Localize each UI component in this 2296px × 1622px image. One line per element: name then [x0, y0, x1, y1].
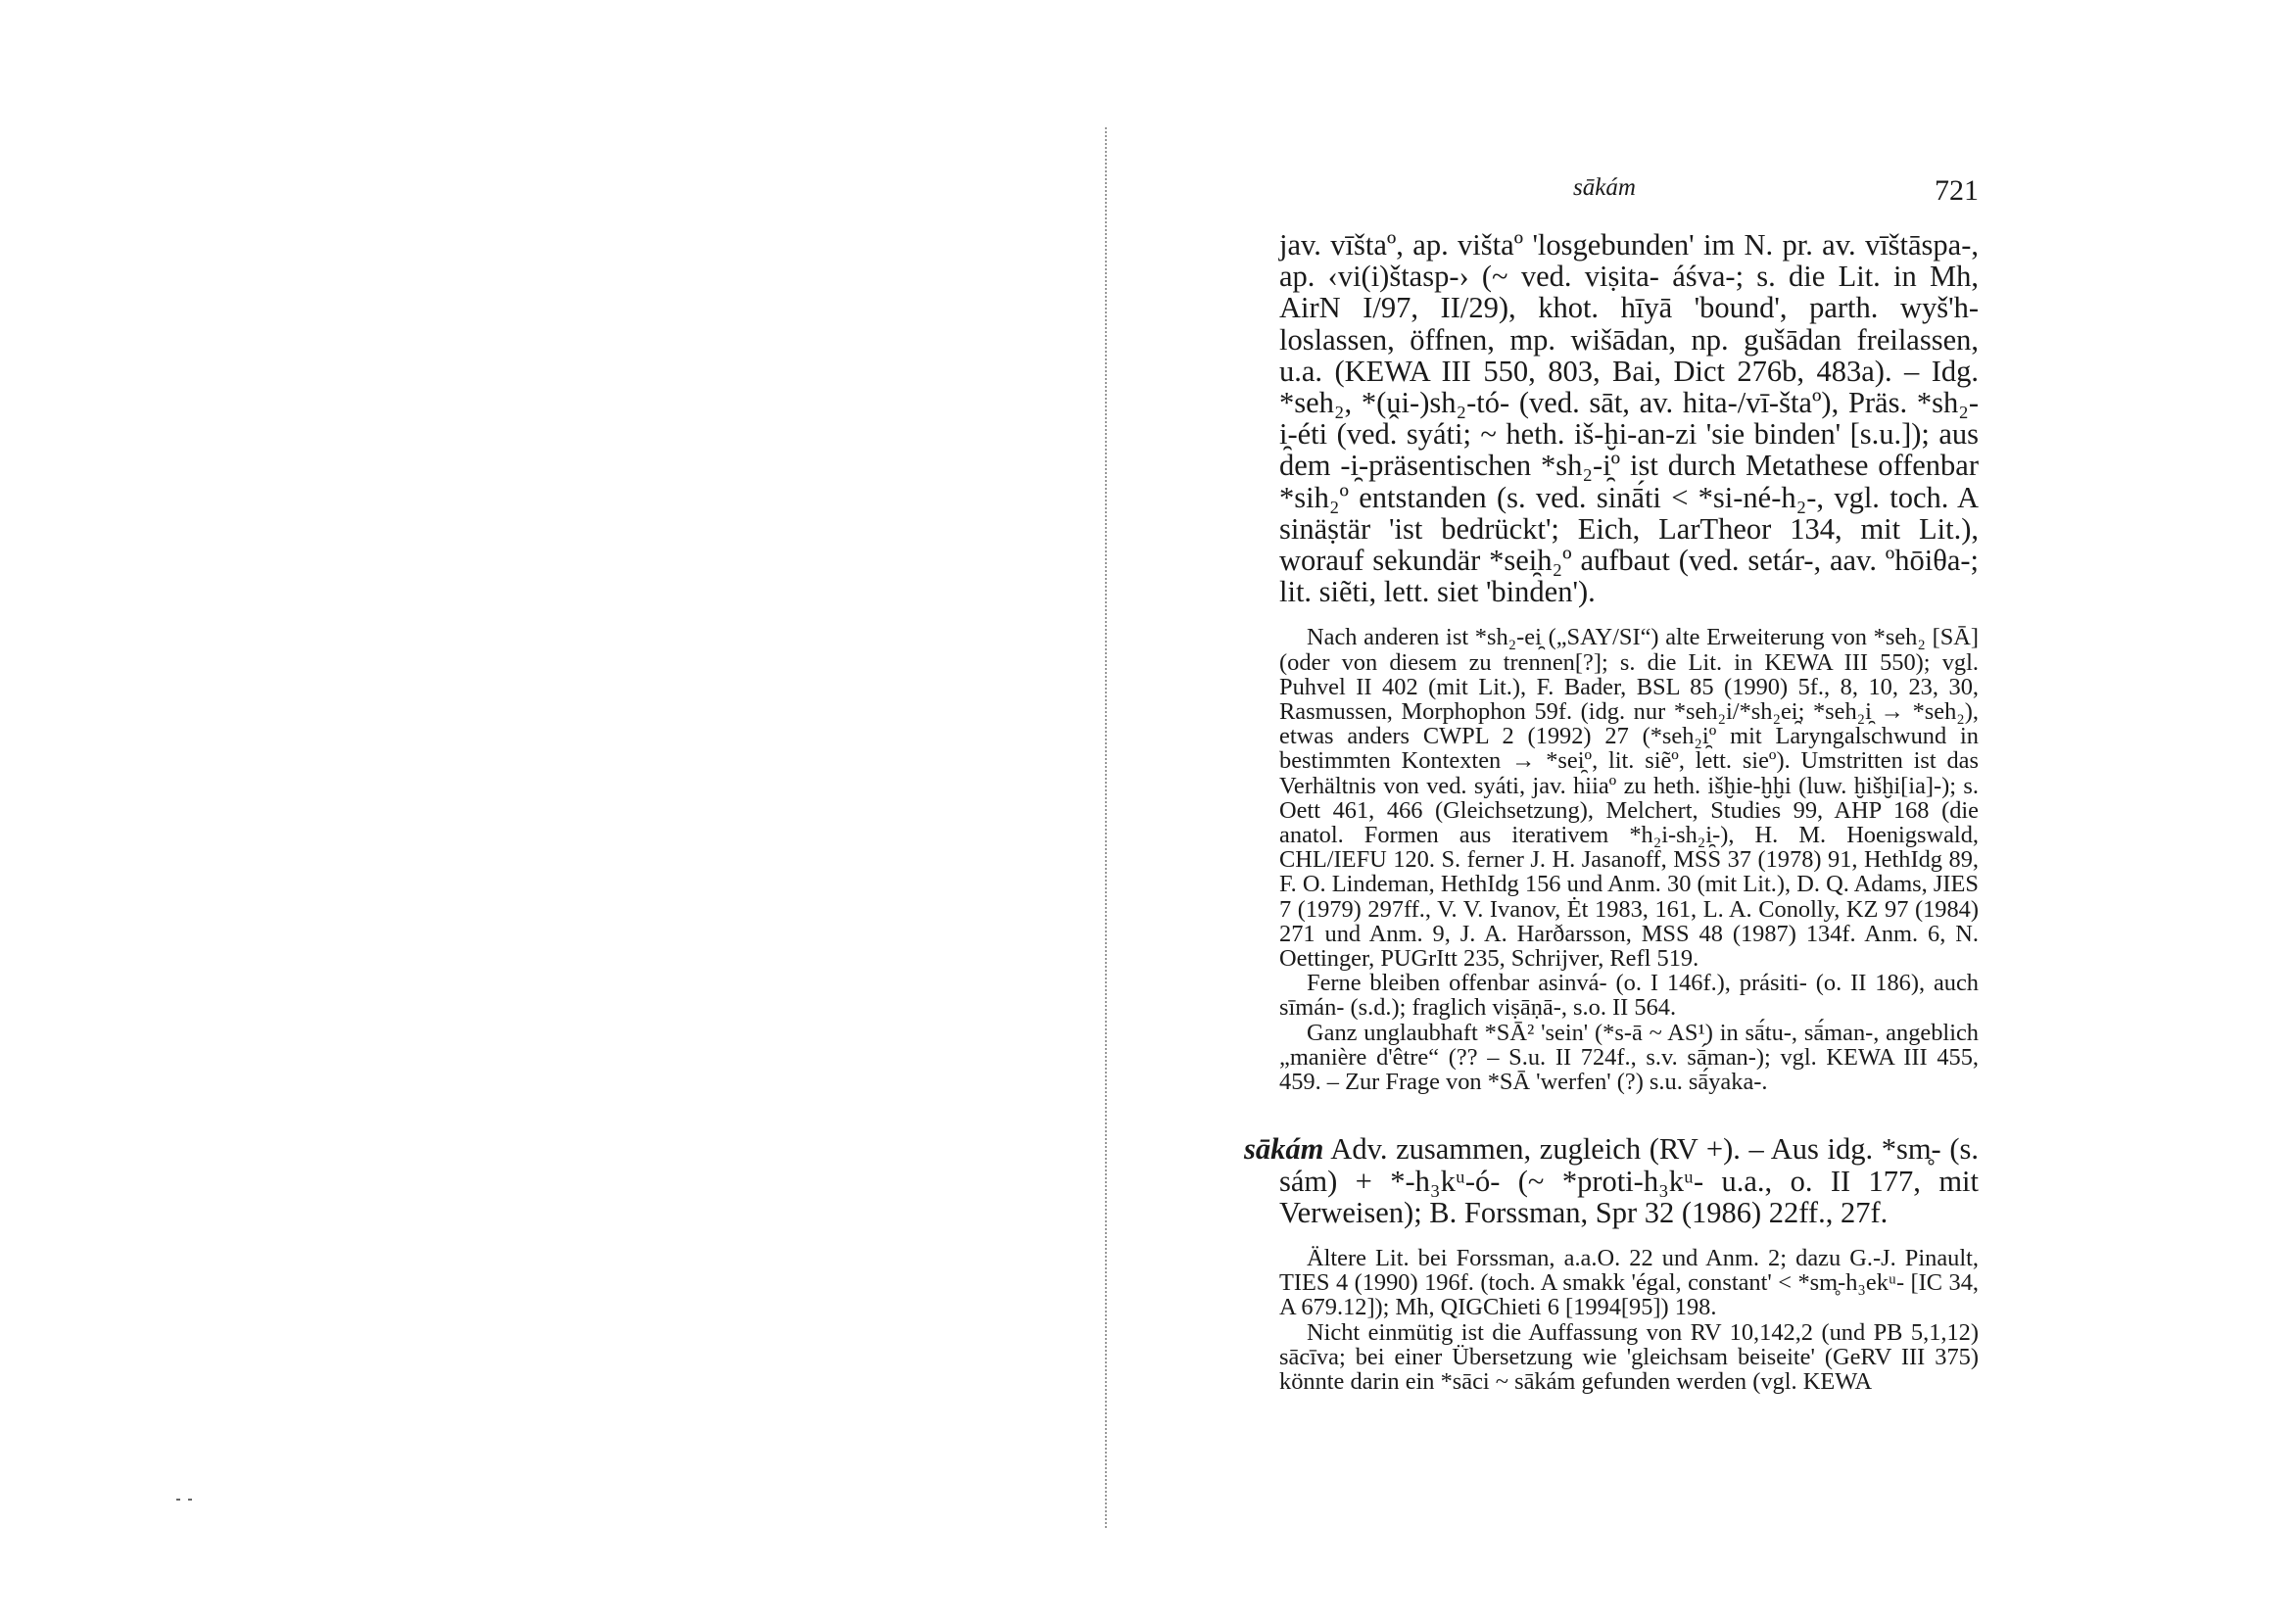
scan-speck — [188, 1499, 192, 1501]
running-head: sākám — [1573, 174, 1636, 201]
notes-block — [1244, 625, 1979, 1094]
main-paragraph: jav. vīštaº, ap. vištaº 'losgebunden' im N. pr. av. vīštāspa-, ap. ‹vi(i)štasp-› (~ ved. viṣita- áśva-; s. die Lit. in Mh, AirN I/97, II/29), khot. hīyā 'bound', parth. wyš'h- loslassen, öffnen, mp. wišādan, np. gušādan freilassen, u.a. (KEWA III 550, 803, Bai, Dict 276b, 483a). – Idg. *seh₂, *(ṷi-)sh₂-tó- (ved. sāt, av. hita-/vī-štaº), Präs. *sh₂-i̯-éti (ved. syáti; ~ heth. iš-ḫi-an-zi 'sie binden' [s.u.]); aus dem -i̯-präsentischen *sh₂-i̯º ist durch Metathese offenbar *sih₂º entstanden (s. ved. sinā́ti < *si-né-h₂-, vgl. toch. A sinäṣtär 'ist bedrückt'; Eich, LarTheor 134, mit Lit.), worauf sekundär *sei̯h₂º aufbaut (ved. setár-, aav. ºhōiθa-; lit. siẽti, lett. siet 'binden'). — [1279, 228, 1979, 609]
scan-speck — [176, 1499, 180, 1501]
page-header — [1244, 174, 1979, 214]
note-paragraph: Nicht einmütig ist die Auffassung von RV 10,142,2 (und PB 5,1,12) sācīva; bei einer Übersetzung wie 'gleichsam beiseite' (GeRV III 375) könnte darin ein *sāci ~ sākám gefunden werden (vgl. KEWA — [1279, 1318, 1979, 1395]
entry-text: Adv. zusammen, zugleich (RV +). – Aus idg. *sm̥- (s. sám) + *-h₃kᵘ-ó- (~ *proti-h₃kᵘ- u.a., o. II 177, mit Verweisen); B. Forssman, Spr 32 (1986) 22ff., 27f. — [1279, 1132, 1979, 1229]
note-paragraph: Ganz unglaubhaft *SĀ² 'sein' (*s-ā ~ AS¹) in sā́tu-, sā́man-, angeblich „manière d'être“ (?? – S.u. II 724f., s.v. sā́man-); vgl. KEWA III 455, 459. – Zur Frage von *SĀ 'werfen' (?) s.u. sā́yaka-. — [1279, 1019, 1979, 1096]
note-paragraph: Ferne bleiben offenbar asinvá- (o. I 146f.), prásiti- (o. II 186), auch sīmán- (s.d.); fraglich viṣāṇā-, s.o. II 564. — [1279, 970, 1979, 1022]
page-number: 721 — [1935, 174, 1979, 207]
note-paragraph: Nach anderen ist *sh₂-ei̯ („SAY/SI“) alte Erweiterung von *seh₂ [SĀ] (oder von diesem zu trennen[?]; s. die Lit. in KEWA III 550); vgl. Puhvel II 402 (mit Lit.), F. Bader, BSL 85 (1990) 5f., 8, 10, 23, 30, Rasmussen, Morphophon 59f. (idg. nur *seh₂i/*sh₂ei̯; *seh₂i̯ → *seh₂), etwas anders CWPL 2 (1992) 27 (*seh₂i̯º mit Laryngalschwund in bestimmten Kontexten → *sei̯º, lit. siẽº, lett. sieº). Umstritten ist das Verhältnis von ved. syáti, jav. hiiaº zu heth. išḫie-ḫḫi (luw. ḫišḫi[ia]-); s. Oett 461, 466 (Gleichsetzung), Melchert, Studies 99, AHP 168 (die anatol. Formen aus iterativem *h₂i-sh₂i̯-), H. M. Hoenigswald, CHL/IEFU 120. S. ferner J. H. Jasanoff, MSS 37 (1978) 91, HethIdg 89, F. O. Lindeman, HethIdg 156 und Anm. 30 (mit Lit.), D. Q. Adams, JIES 7 (1979) 297ff., V. V. Ivanov, Ėt 1983, 161, L. A. Conolly, KZ 97 (1984) 271 und Anm. 9, J. A. Harðarsson, MSS 48 (1987) 134f. Anm. 6, N. Oettinger, PUGrItt 235, Schrijver, Refl 519. — [1279, 624, 1979, 973]
note-paragraph: Ältere Lit. bei Forssman, a.a.O. 22 und Anm. 2; dazu G.-J. Pinault, TIES 4 (1990) 196f. (toch. A smakk 'égal, constant' < *sm̥-h₃ekᵘ- [IC 34, A 679.12]); Mh, QIGChieti 6 [1994[95]) 198. — [1279, 1244, 1979, 1321]
book-gutter — [1105, 127, 1107, 1528]
entry-lemma: sākám — [1244, 1132, 1324, 1167]
page-right — [1244, 174, 1979, 1394]
dictionary-entry — [1244, 1133, 1979, 1228]
notes-block — [1244, 1246, 1979, 1394]
